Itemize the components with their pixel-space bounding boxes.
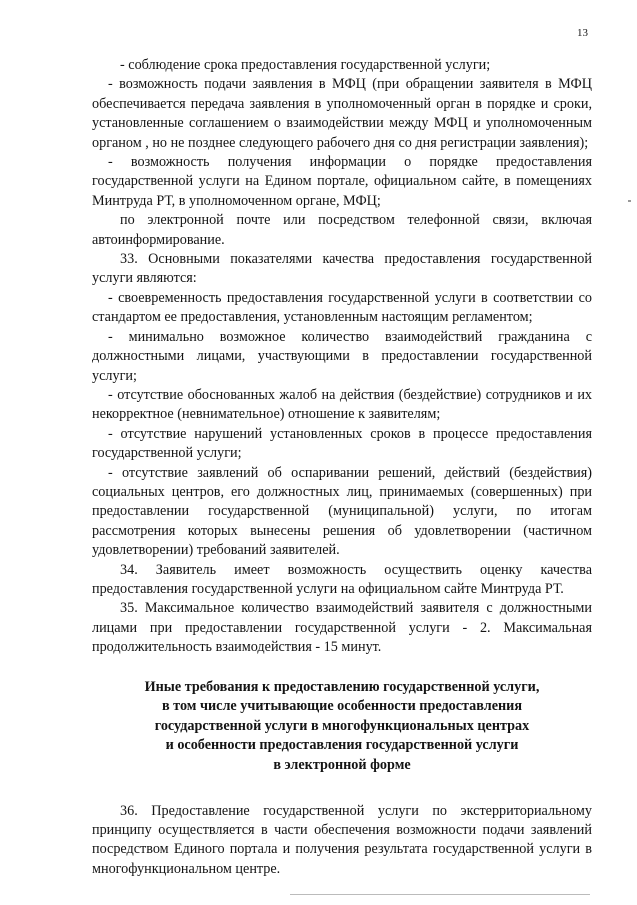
document-body [92,56,592,879]
heading-line: и особенности предоставления государственной услуги [165,737,519,754]
heading-line: в электронной форме [273,756,411,773]
paragraph: 35. Максимальное количество взаимодействий заявителя с должностными лицами при предоставлении государственной услуги - 2. Максимальная продолжительность взаимодействия - 15 минут. [92,600,592,656]
list-item: - отсутствие обоснованных жалоб на действия (бездействие) сотрудников и их некорректное (невнимательное) отношение к заявителям; [92,386,592,423]
section-heading [92,678,592,776]
paragraph: 33. Основными показателями качества предоставления государственной услуги являются: [92,251,592,287]
heading-line: государственной услуги в многофункциональных центрах [154,717,530,734]
list-item: - минимально возможное количество взаимодействий гражданина с должностными лицами, участвующими в предоставлении государственной услуги; [92,328,592,384]
list-item: - отсутствие заявлений об оспаривании решений, действий (бездействия) социальных центров, его должностных лиц, принимаемых (совершенных) при предоставлении государственной (муниципальной) услуги, по итогам рассмотрения которых вынесены решения об удовлетворении (частичном удовлетворении) требований заявителей. [92,464,592,559]
scan-artifact [628,200,631,202]
heading-line: Иные требования к предоставлению государственной услуги, [144,678,540,695]
paragraph: 36. Предоставление государственной услуги по экстерриториальному принципу осуществляется в части обеспечения возможности подачи заявлений посредством Единого портала и получения результата государственной услуги в многофункциональном центре. [92,802,592,877]
list-item: - отсутствие нарушений установленных сроков в процессе предоставления государственной услуги; [92,425,592,462]
scan-artifact [290,894,590,895]
list-item: - возможность получения информации о порядке предоставления государственной услуги на Едином портале, официальном сайте, в помещениях Минтруда РТ, в уполномоченном органе, МФЦ; [92,154,592,209]
page-number: 13 [577,27,588,39]
paragraph: 34. Заявитель имеет возможность осуществить оценку качества предоставления государственной услуги на официальном сайте Минтруда РТ. [92,561,592,597]
list-item: - своевременность предоставления государственной услуги в соответствии со стандартом ее предоставления, установленным настоящим регламентом; [92,289,592,326]
paragraph: по электронной почте или посредством телефонной связи, включая автоинформирование. [92,212,592,248]
heading-line: в том числе учитывающие особенности предоставления [161,698,523,715]
list-item: - соблюдение срока предоставления государственной услуги; [120,57,491,73]
list-item: - возможность подачи заявления в МФЦ (при обращении заявителя в МФЦ обеспечивается передача заявления в уполномоченный орган в порядке и сроки, установленные соглашением о взаимодействии между МФЦ и уполномоченным органом , но не позднее следующего рабочего дня со дня регистрации заявления); [92,76,592,151]
